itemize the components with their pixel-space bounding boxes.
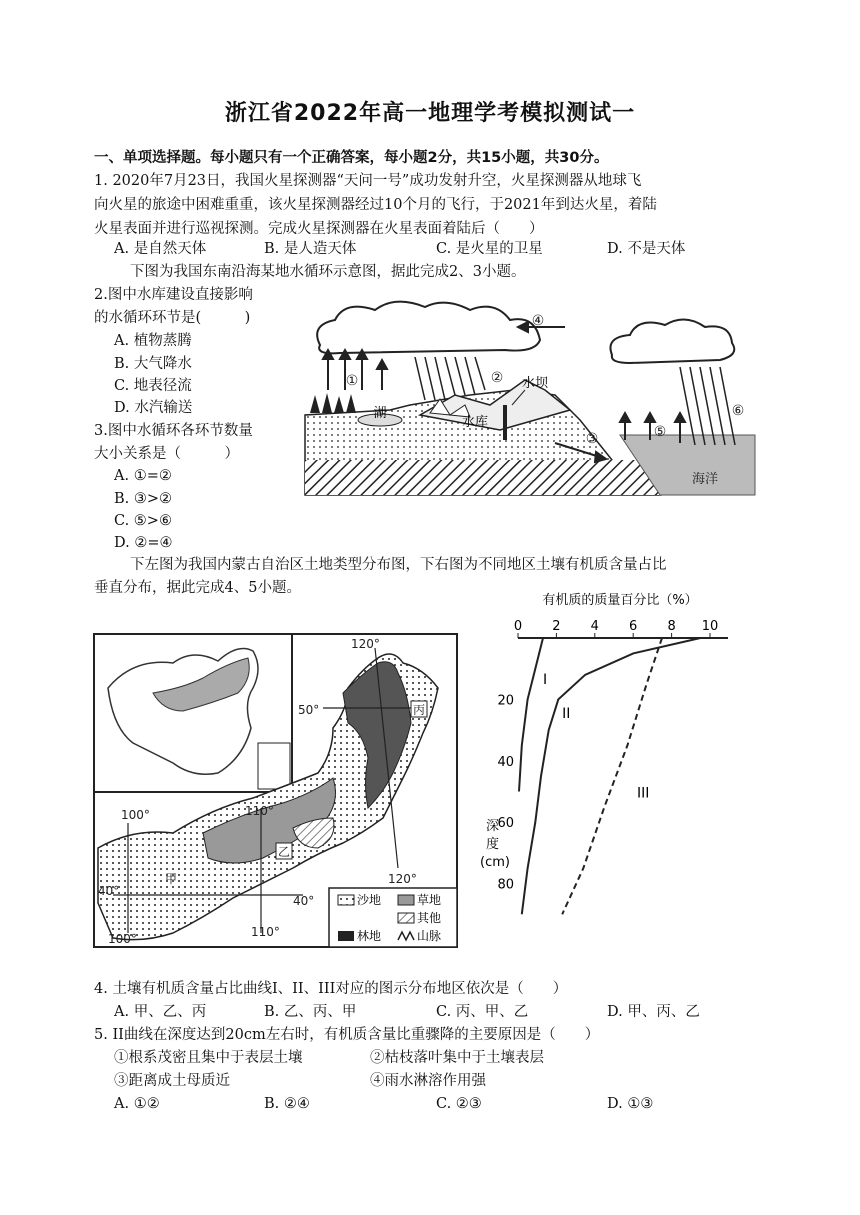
reservoir-label: 水库 [461,415,489,430]
q1-option-a[interactable]: A. 是自然天体 [114,241,207,257]
q1-line-1: 1. 2020年7月23日，我国火星探测器“天问一号”成功发射升空，火星探测器从地球飞 [94,173,642,189]
svg-text:丙: 丙 [413,703,426,717]
legend-sand: 沙地 [357,893,382,907]
south-sea-inset [258,743,290,789]
q5-line: 5. II曲线在深度达到20cm左右时，有机质含量比重骤降的主要原因是（ ） [94,1027,600,1043]
dam-label: 水坝 [521,376,549,391]
q4-option-c[interactable]: C. 丙、甲、乙 [436,1004,529,1020]
q1-option-d[interactable]: D. 不是天体 [607,241,686,257]
q4-option-d[interactable]: D. 甲、丙、乙 [607,1004,700,1020]
series-layer [519,638,700,914]
svg-text:120°: 120° [351,637,380,651]
y-tick-60: 60 [497,816,514,832]
chart-title: 有机质的质量百分比（%） [542,593,698,608]
legend-mountain: 山脉 [417,929,442,943]
x-tick-6: 6 [629,619,638,634]
svg-text:①: ① [345,373,359,389]
q3-option-b[interactable]: B. ③>② [114,491,173,507]
series-line-I [519,638,543,792]
legend-other: 其他 [417,911,442,925]
q2-option-d[interactable]: D. 水汽输送 [114,400,193,416]
x-tick-0: 0 [513,619,523,634]
series-label-III: III [637,785,650,802]
cloud-right [610,319,734,363]
svg-text:120°: 120° [388,872,417,886]
q5-reason-1: ①根系茂密且集中于表层土壤 [114,1050,303,1066]
q5-option-d[interactable]: D. ①③ [607,1096,654,1112]
x-tick-4: 4 [590,619,599,634]
q2-option-c[interactable]: C. 地表径流 [114,378,192,394]
y-tick-20: 20 [497,693,514,709]
y-tick-80: 80 [497,877,514,893]
q1-line-2: 向火星的旅途中困难重重，该火星探测器经过10个月的飞行，于2021年到达火星，着陆 [94,197,657,213]
q2-line-1: 2.图中水库建设直接影响 [94,287,253,303]
q5-reason-4: ④雨水淋溶作用强 [370,1073,486,1089]
ocean-label: 海洋 [691,472,719,487]
inner-mongolia-map [93,633,458,948]
q3-option-c[interactable]: C. ⑤>⑥ [114,513,172,529]
q3-option-a[interactable]: A. ①=② [114,468,172,484]
intro-4-5-line-1: 下左图为我国内蒙古自治区土地类型分布图，下右图为不同地区土壤有机质含量占比 [130,557,667,573]
lake-label: 湖 [373,406,387,421]
q3-option-d[interactable]: D. ②=④ [114,535,173,551]
q5-option-a[interactable]: A. ①② [114,1096,160,1112]
q4-line: 4. 土壤有机质含量占比曲线I、II、III对应的图示分布地区依次是（ ） [94,981,568,997]
section-header: 一、单项选择题。每小题只有一个正确答案，每小题2分，共15小题，共30分。 [94,150,609,166]
q1-option-c[interactable]: C. 是火星的卫星 [436,241,543,257]
svg-text:甲: 甲 [165,872,178,886]
svg-text:(cm): (cm) [480,855,510,870]
series-label-I: I [542,672,548,689]
q3-line-1: 3.图中水循环各环节数量 [94,423,253,439]
x-tick-labels [514,619,718,638]
rain-left [415,357,485,400]
x-tick-10: 10 [701,619,719,634]
svg-text:40°: 40° [98,884,120,898]
svg-text:40°: 40° [293,894,315,908]
water-cycle-diagram [300,295,760,500]
legend-forest: 林地 [357,929,382,943]
y-tick-40: 40 [497,754,514,770]
x-tick-8: 8 [667,619,676,634]
bedrock-layer [305,460,670,495]
series-line-III [562,638,662,914]
svg-text:100°: 100° [121,808,150,822]
q2-line-2: 的水循环环节是( ) [94,310,251,326]
q3-line-2: 大小关系是（ ） [94,446,239,462]
svg-text:度: 度 [486,837,500,852]
q5-reason-2: ②枯枝落叶集中于土壤表层 [370,1050,544,1066]
svg-text:③: ③ [585,431,599,447]
svg-text:110°: 110° [245,804,274,818]
svg-text:④: ④ [531,313,545,329]
map-legend [329,888,457,947]
svg-text:②: ② [490,370,504,386]
intro-2-3: 下图为我国东南沿海某地水循环示意图，据此完成2、3小题。 [130,264,526,280]
rain-right [680,367,735,445]
q1-line-3: 火星表面并进行巡视探测。完成火星探测器在火星表面着陆后（ ） [94,221,544,237]
q4-option-b[interactable]: B. 乙、丙、甲 [264,1004,357,1020]
svg-text:50°: 50° [298,703,320,717]
intro-4-5-line-2: 垂直分布，据此完成4、5小题。 [94,580,301,596]
svg-text:100°: 100° [108,932,137,946]
soil-organic-chart [470,590,760,955]
q1-option-b[interactable]: B. 是人造天体 [264,241,357,257]
svg-text:110°: 110° [251,925,280,939]
x-tick-2: 2 [552,619,561,634]
series-line-II [522,638,701,914]
q2-option-a[interactable]: A. 植物蒸腾 [114,333,192,349]
trees [310,393,356,413]
q5-reason-3: ③距离成土母质近 [114,1073,230,1089]
cloud-left [317,302,540,354]
q2-option-b[interactable]: B. 大气降水 [114,356,192,372]
svg-text:深: 深 [486,819,500,834]
q4-option-a[interactable]: A. 甲、乙、丙 [114,1004,207,1020]
svg-text:⑤: ⑤ [653,424,667,440]
q5-option-b[interactable]: B. ②④ [264,1096,310,1112]
svg-text:乙: 乙 [278,845,291,859]
svg-text:⑥: ⑥ [731,403,745,419]
series-label-II: II [562,705,571,722]
legend-grassland: 草地 [417,893,442,907]
page-title: 浙江省2022年高一地理学考模拟测试一 [224,101,636,126]
q5-option-c[interactable]: C. ②③ [436,1096,482,1112]
